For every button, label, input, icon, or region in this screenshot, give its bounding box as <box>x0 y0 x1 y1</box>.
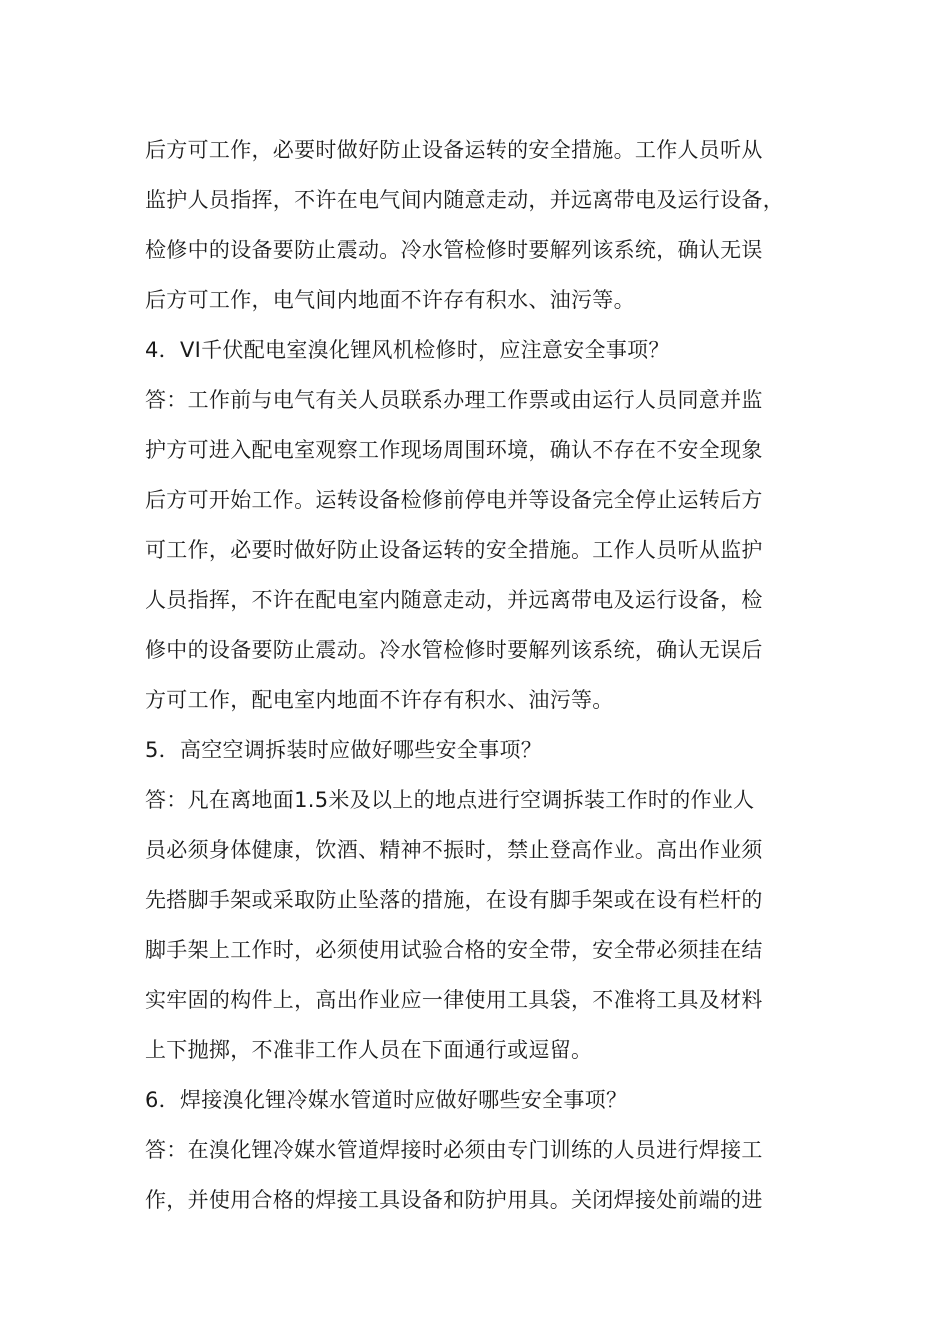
text-line: 员必须身体健康，饮酒、精神不振时，禁止登高作业。高出作业须 <box>145 838 763 862</box>
text-line: 修中的设备要防止震动。冷水管检修时要解列该系统，确认无误后 <box>145 638 763 662</box>
text-line: 后方可工作，必要时做好防止设备运转的安全措施。工作人员听从 <box>145 138 763 162</box>
text-line: 后方可开始工作。运转设备检修前停电并等设备完全停止运转后方 <box>145 488 763 512</box>
text-line: 作，并使用合格的焊接工具设备和防护用具。关闭焊接处前端的进 <box>145 1188 763 1212</box>
question-heading: 5．高空空调拆装时应做好哪些安全事项？ <box>145 738 543 762</box>
text-line: 人员指挥，不许在配电室内随意走动，并远离带电及运行设备，检 <box>145 588 763 612</box>
question-heading: 4．VI千伏配电室溴化锂风机检修时，应注意安全事项？ <box>145 338 670 362</box>
text-line: 答：在溴化锂冷媒水管道焊接时必须由专门训练的人员进行焊接工 <box>145 1138 763 1162</box>
text-line: 脚手架上工作时，必须使用试验合格的安全带，安全带必须挂在结 <box>145 938 763 962</box>
text-line: 实牢固的构件上，高出作业应一律使用工具袋，不准将工具及材料 <box>145 988 763 1012</box>
text-line: 可工作，必要时做好防止设备运转的安全措施。工作人员听从监护 <box>145 538 763 562</box>
text-line: 监护人员指挥，不许在电气间内随意走动，并远离带电及运行设备， <box>145 188 784 212</box>
text-line: 检修中的设备要防止震动。冷水管检修时要解列该系统，确认无误 <box>145 238 763 262</box>
text-line: 答：工作前与电气有关人员联系办理工作票或由运行人员同意并监 <box>145 388 763 412</box>
text-line: 上下抛掷，不准非工作人员在下面通行或逗留。 <box>145 1038 593 1062</box>
text-line: 方可工作，配电室内地面不许存有积水、油污等。 <box>145 688 614 712</box>
text-line: 护方可进入配电室观察工作现场周围环境，确认不存在不安全现象 <box>145 438 763 462</box>
text-line: 后方可工作，电气间内地面不许存有积水、油污等。 <box>145 288 635 312</box>
question-heading: 6．焊接溴化锂冷媒水管道时应做好哪些安全事项？ <box>145 1088 628 1112</box>
text-line: 答：凡在离地面1.5米及以上的地点进行空调拆装工作时的作业人 <box>145 788 755 812</box>
text-line: 先搭脚手架或采取防止坠落的措施，在设有脚手架或在设有栏杆的 <box>145 888 763 912</box>
